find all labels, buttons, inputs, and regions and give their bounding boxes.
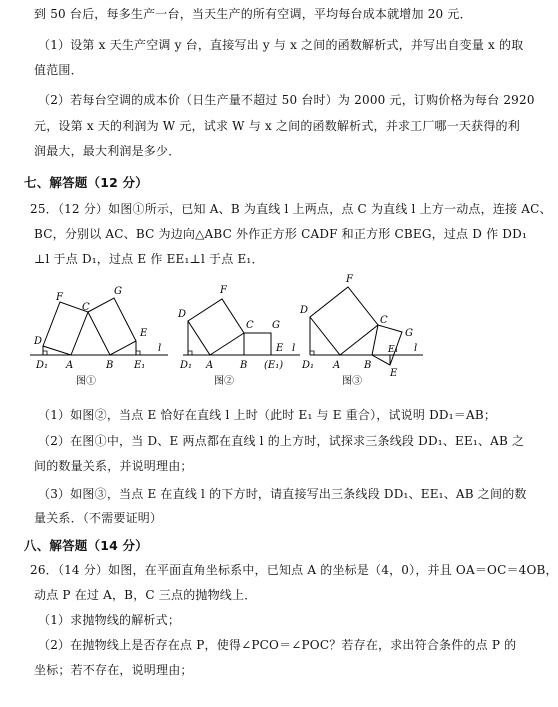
label-A: A: [333, 360, 341, 371]
label-D1: D₁: [180, 360, 193, 371]
text-line-17: （2）在抛物线上是否存在点 P，使得∠PCO＝∠POC？若存在，求出符合条件的点 P 的: [38, 638, 517, 652]
text-line-18: 坐标；若不存在，说明理由；: [34, 663, 193, 677]
text-line-14: 量关系．（不需要证明）: [34, 511, 163, 525]
label-l: l: [292, 343, 296, 354]
figure-3: [299, 274, 423, 387]
text-line-5: 元，设第 x 天的利润为 W 元，试求 W 与 x 之间的函数解析式，并求工厂哪一天获得的利: [34, 119, 520, 133]
label-A: A: [66, 360, 74, 371]
text-line-11: （2）在图①中，当 D、E 两点都在直线 l 的上方时，试探求三条线段 DD₁、EE₁、AB 之: [38, 434, 525, 448]
text-line-15: 动点 P 在过 A，B，C 三点的抛物线上．: [34, 588, 257, 602]
label-B: B: [364, 360, 372, 371]
label-G: G: [114, 286, 122, 297]
text-line-6: 润最大，最大利润是多少．: [34, 144, 181, 158]
label-D1: D₁: [36, 360, 49, 371]
label-D: D: [178, 309, 187, 320]
caption-1: 图①: [76, 376, 96, 387]
text-line-13: （3）如图③，当点 E 在直线 l 的下方时，请直接写出三条线段 DD₁、EE₁、AB 之间的数: [38, 487, 527, 501]
label-G: G: [272, 320, 280, 331]
section-heading-7: 七、解答题（12 分）: [24, 175, 148, 190]
text-line-16: （1）求抛物线的解析式；: [38, 613, 181, 627]
label-A: A: [206, 360, 214, 371]
label-E: E: [276, 343, 284, 354]
label-l: l: [414, 343, 418, 354]
geometry-figures: [28, 270, 468, 400]
label-B: B: [240, 360, 248, 371]
label-F: F: [220, 285, 227, 296]
label-F: F: [56, 292, 63, 303]
label-D: D: [300, 305, 309, 316]
label-C: C: [82, 302, 90, 313]
caption-2: 图②: [214, 376, 234, 387]
label-G: G: [405, 328, 413, 339]
text-line-10: （1）如图②，当点 E 恰好在直线 l 上时（此时 E₁ 与 E 重合），试说明 DD₁＝AB；: [38, 408, 497, 422]
text-line-4: （2）若每台空调的成本价（日生产量不超过 50 台时）为 2000 元，订购价格为每台 2920: [38, 93, 535, 107]
label-F: F: [346, 274, 353, 285]
label-E1: E₁: [388, 345, 399, 355]
label-E: E: [140, 328, 148, 339]
text-line-12: 间的数量关系，并说明理由；: [34, 459, 193, 473]
label-E1: E₁: [134, 360, 146, 371]
label-D: D: [34, 336, 43, 347]
figure-1: [30, 286, 168, 387]
label-E1: (E₁): [264, 360, 284, 371]
text-line-1: 到 50 台后，每多生产一台，当天生产的所有空调，平均每台成本就增加 20 元．: [34, 7, 472, 21]
label-C: C: [246, 320, 254, 331]
text-line-q25: 25．（12 分）如图①所示，已知 A、B 为直线 l 上两点，点 C 为直线 l 上方一动点，连接 AC、: [30, 202, 552, 216]
text-line-q26: 26．（14 分）如图，在平面直角坐标系中，已知点 A 的坐标是（4，0），并且 OA＝OC＝4OB，: [30, 563, 558, 577]
label-C: C: [380, 315, 388, 326]
label-B: B: [106, 360, 114, 371]
text-line-9: ⊥l 于点 D₁，过点 E 作 EE₁⊥l 于点 E₁．: [34, 252, 264, 266]
caption-3: 图③: [342, 376, 362, 387]
text-line-8: BC，分别以 AC、BC 为边向△ABC 外作正方形 CADF 和正方形 CBEG，过点 D 作 DD₁: [34, 227, 527, 241]
text-line-3: 值范围．: [34, 63, 83, 77]
label-D1: D₁: [302, 360, 315, 371]
text-line-2: （1）设第 x 天生产空调 y 台，直接写出 y 与 x 之间的函数解析式，并写出自变量 x 的取: [38, 38, 524, 52]
figure-2: [177, 285, 300, 387]
label-E: E: [390, 368, 398, 379]
section-heading-8: 八、解答题（14 分）: [24, 538, 148, 553]
label-l: l: [158, 343, 162, 354]
